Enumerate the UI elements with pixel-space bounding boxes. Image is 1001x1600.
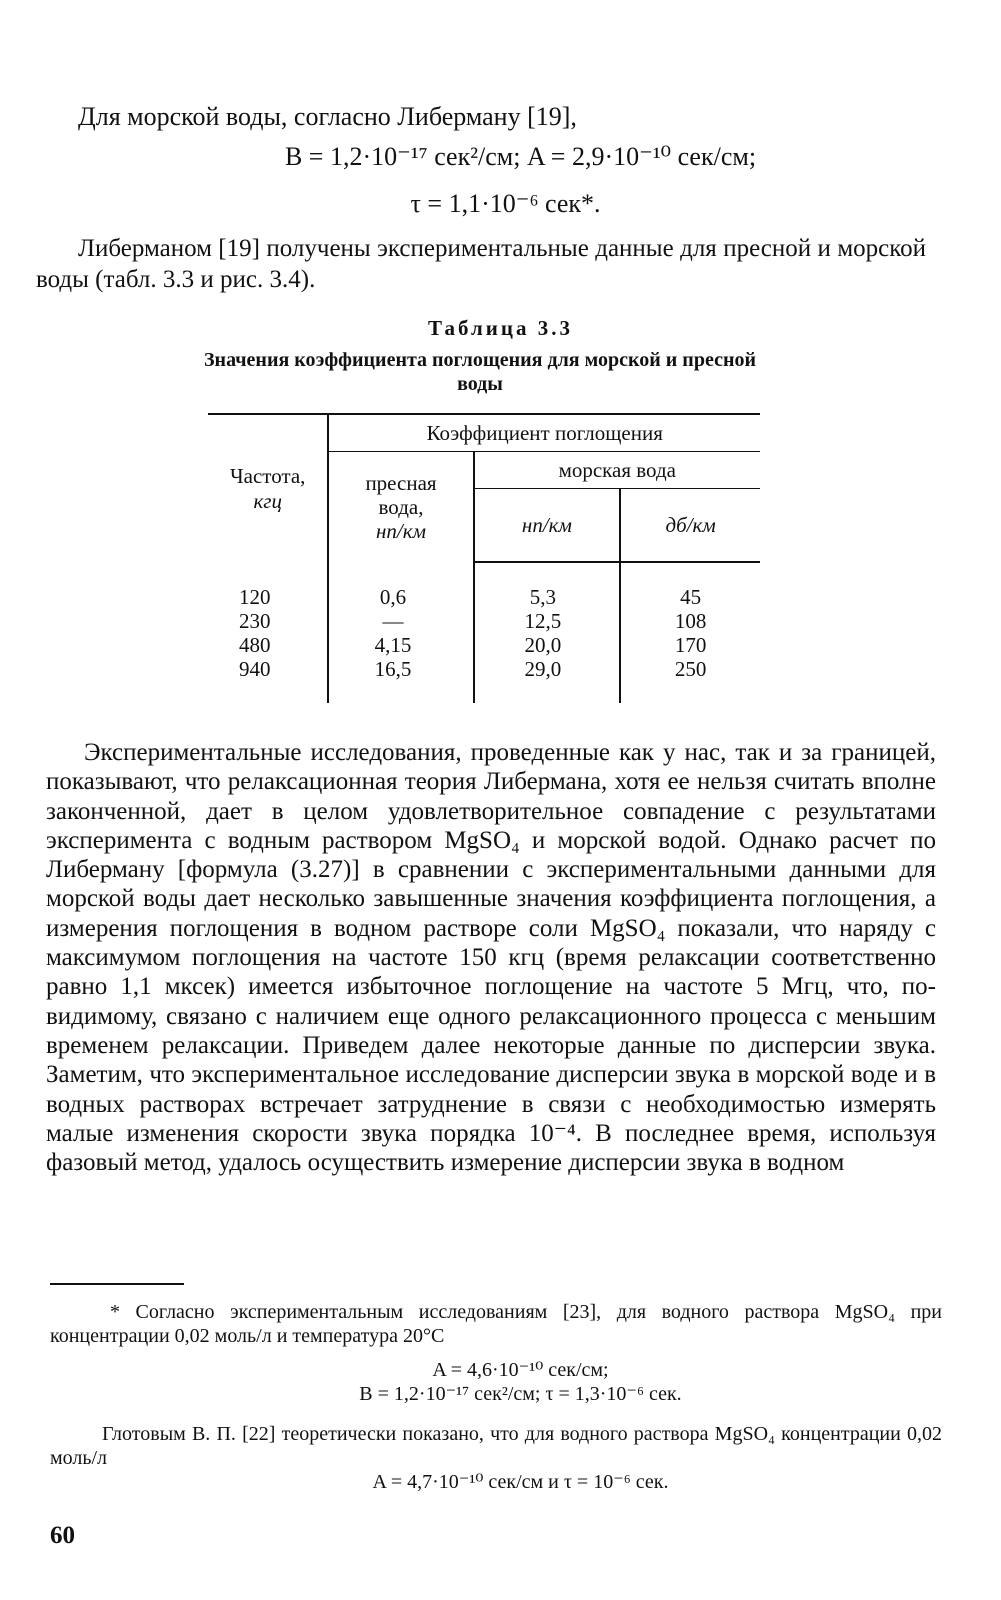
footnote-divider bbox=[50, 1283, 184, 1285]
cell-fresh: 0,6 bbox=[328, 585, 473, 609]
table-row bbox=[208, 657, 760, 681]
table-row bbox=[208, 633, 760, 657]
table-row bbox=[208, 609, 760, 633]
paragraph-liberman-data bbox=[36, 233, 926, 295]
cell-sea-db: 170 bbox=[620, 633, 760, 657]
footnote-1-formula-a: A = 4,6·10⁻¹⁰ сек/см; bbox=[432, 1359, 609, 1381]
table-header-row bbox=[208, 414, 760, 452]
cell-fresh: 16,5 bbox=[328, 657, 473, 681]
header-db-km: дб/км bbox=[620, 489, 760, 563]
cell-sea-np: 5,3 bbox=[474, 585, 621, 609]
header-fresh-water bbox=[328, 452, 473, 563]
header-fresh-line: пресная bbox=[365, 471, 437, 495]
cell-fresh: 4,15 bbox=[328, 633, 473, 657]
cell-frequency: 480 bbox=[238, 633, 271, 657]
cell-sea-db: 250 bbox=[620, 657, 760, 681]
footnote-1: * Согласно экспериментальным исследованиям [23], для водного раствора MgSO₄ при концентрации 0,02 моль/л и температура 20°С bbox=[50, 1301, 942, 1347]
intro-line: Для морской воды, согласно Либерману [19], bbox=[78, 102, 577, 131]
table-number: Таблица 3.3 bbox=[428, 316, 573, 340]
header-sea-water: морская вода bbox=[474, 452, 760, 489]
table-title: Значения коэффициента поглощения для морской и пресной воды bbox=[203, 349, 756, 395]
table-spacer-row bbox=[208, 562, 760, 585]
absorption-table bbox=[208, 413, 760, 703]
header-frequency bbox=[208, 414, 328, 562]
cell-frequency: 940 bbox=[238, 657, 271, 681]
cell-frequency: 120 bbox=[238, 585, 271, 609]
header-frequency-label: Частота, bbox=[230, 463, 306, 488]
page-number: 60 bbox=[50, 1522, 75, 1549]
cell-sea-np: 29,0 bbox=[474, 657, 621, 681]
header-fresh-unit: нп/км bbox=[376, 519, 426, 543]
table-spacer-row bbox=[208, 681, 760, 703]
header-coefficient: Коэффициент поглощения bbox=[328, 414, 760, 452]
header-fresh-line: вода, bbox=[378, 495, 424, 519]
footnote-1-formula-b-tau: B = 1,2·10⁻¹⁷ сек²/см; τ = 1,3·10⁻⁶ сек. bbox=[359, 1383, 682, 1405]
cell-fresh: — bbox=[328, 609, 473, 633]
paragraph-text: Либерманом [19] получены экспериментальные данные для пресной и морской воды (табл. 3.3 и рис. 3.4). bbox=[36, 235, 926, 293]
cell-sea-np: 20,0 bbox=[474, 633, 621, 657]
table-row bbox=[208, 585, 760, 609]
footnote-2-formula: A = 4,7·10⁻¹⁰ сек/см и τ = 10⁻⁶ сек. bbox=[372, 1471, 669, 1493]
header-np-km: нп/км bbox=[474, 489, 621, 563]
paragraph-experimental-studies bbox=[46, 738, 936, 1177]
cell-sea-np: 12,5 bbox=[474, 609, 621, 633]
formula-b-a: B = 1,2·10⁻¹⁷ сек²/см; A = 2,9·10⁻¹⁰ сек/см; bbox=[284, 142, 757, 171]
cell-frequency: 230 bbox=[238, 609, 271, 633]
cell-sea-db: 45 bbox=[620, 585, 760, 609]
cell-sea-db: 108 bbox=[620, 609, 760, 633]
formula-tau: τ = 1,1·10⁻⁶ сек*. bbox=[410, 189, 601, 218]
header-frequency-unit: кгц bbox=[253, 488, 282, 513]
footnote-2: Глотовым В. П. [22] теоретически показано, что для водного раствора MgSO₄ концентрации 0,02 моль/л bbox=[50, 1423, 942, 1469]
paragraph-text: Экспериментальные исследования, проведенные как у нас, так и за границей, показывают, что релаксационная теория Либермана, хотя ее нельзя считать вполне законченной, дает в целом удовлетворительное совпадение с результатами эксперимента с водным раствором MgSO₄ и морской водой. Однако расчет по Либерману [формула (3.27)] в сравнении с экспериментальными данными для морской воды дает несколько завышенные значения коэффициента поглощения, а измерения поглощения в водном растворе соли MgSO₄ показали, что наряду с максимумом поглощения на частоте 150 кгц (время релаксации соответственно равно 1,1 мксек) имеется избыточное поглощение на частоте 5 Мгц, что, по-видимому, связано с наличием еще одного релаксационного процесса с меньшим временем релаксации. Приведем далее некоторые данные по дисперсии звука. Заметим, что экспериментальное исследование дисперсии звука в морской воде и в водных растворах встречает затруднение в связи с необходимостью измерять малые изменения скорости звука порядка 10⁻⁴. В последнее время, используя фазовый метод, удалось осуществить измерение дисперсии звука в водном bbox=[46, 739, 936, 1177]
